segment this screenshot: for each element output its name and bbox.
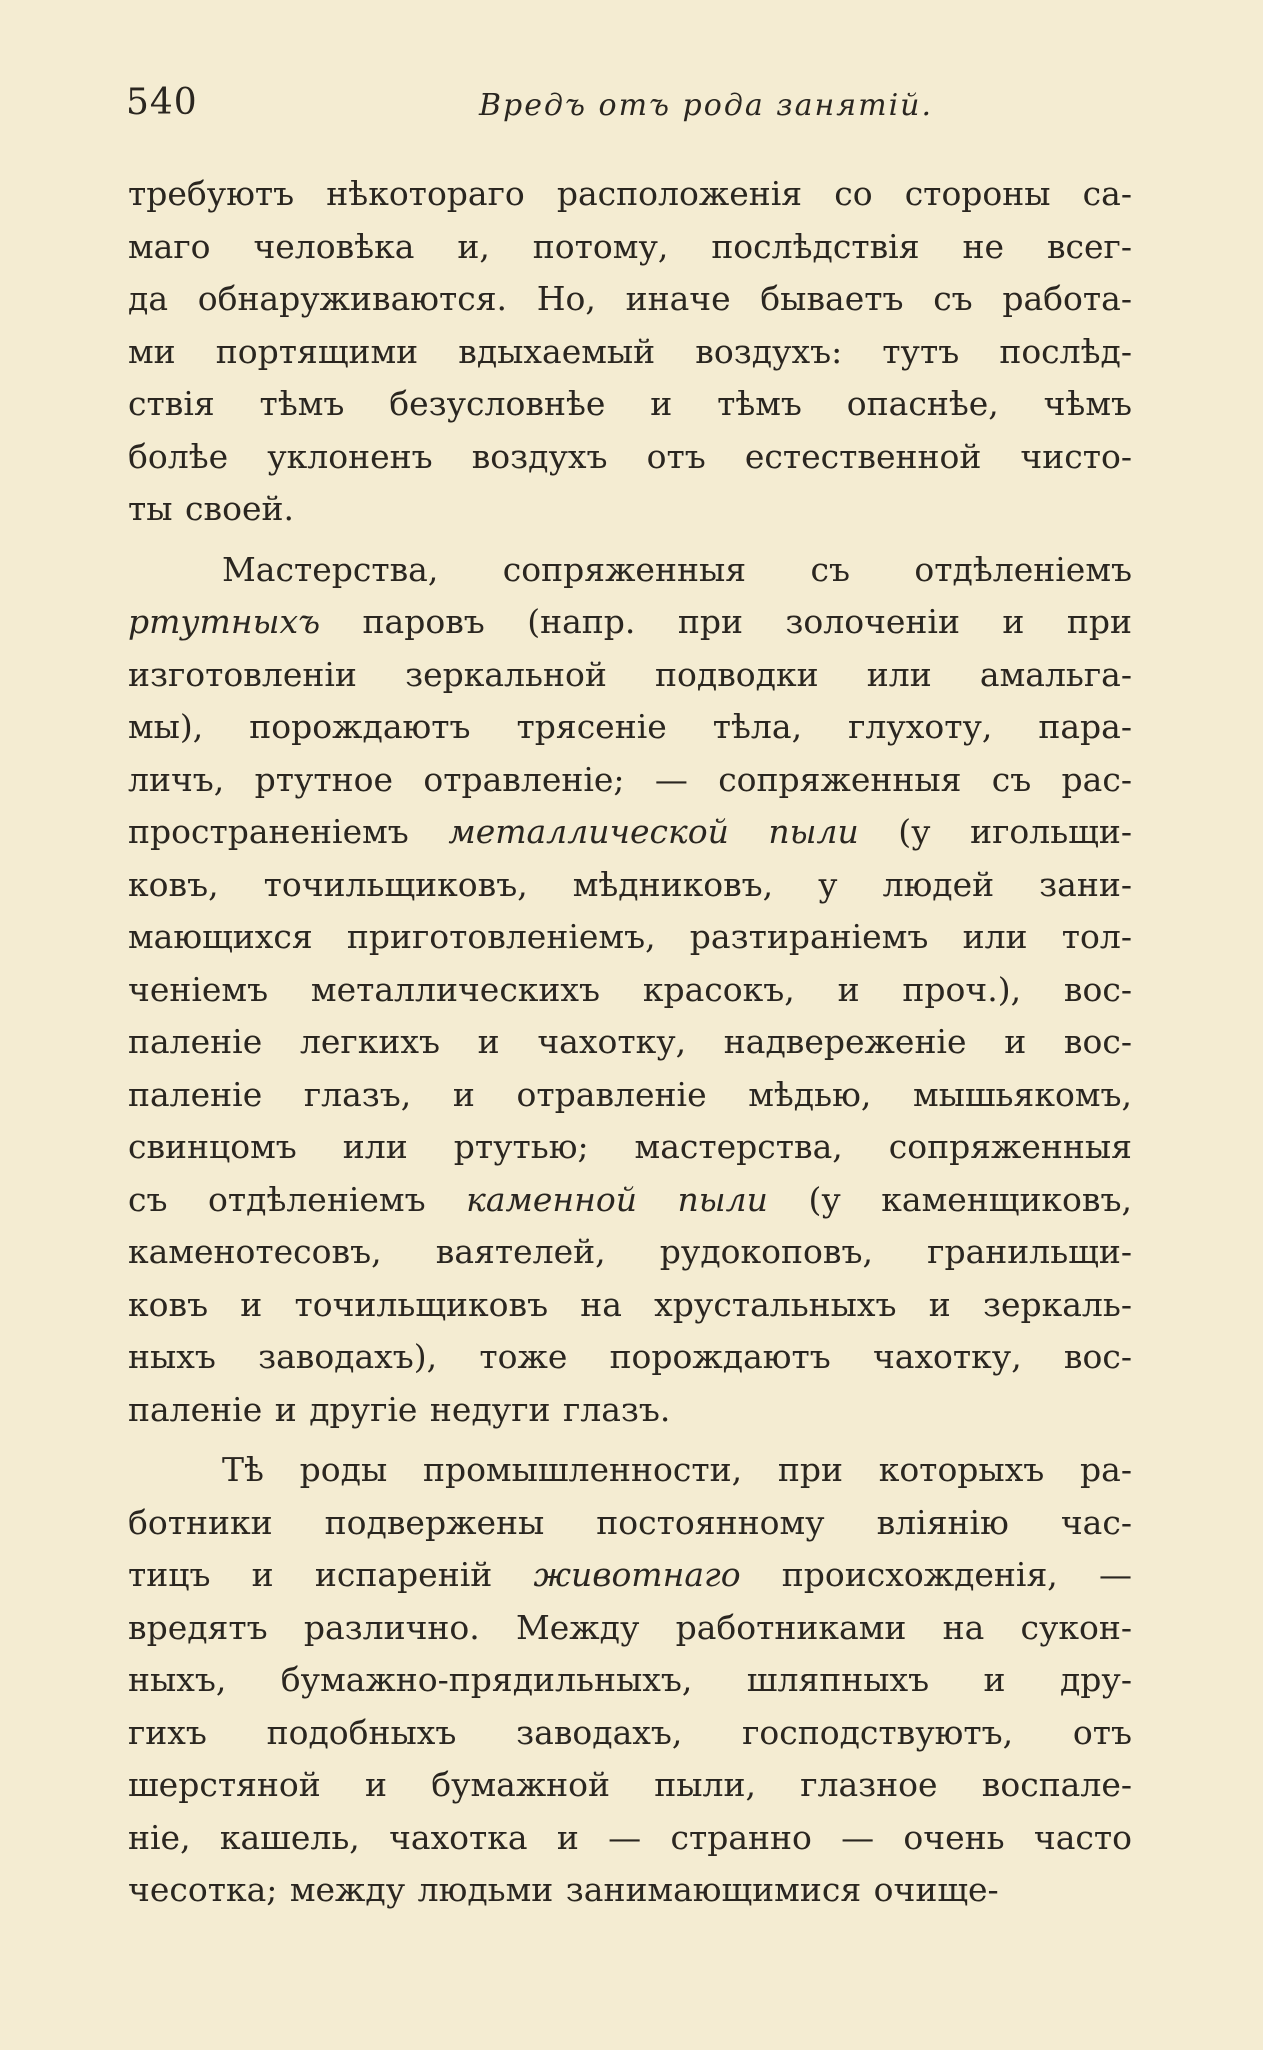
text-line xyxy=(128,326,1132,379)
text-line xyxy=(128,1279,1132,1332)
text-run: тицъ и испареній xyxy=(128,1555,534,1594)
text-run: изготовленіи зеркальной подводки или амальга- xyxy=(128,654,1132,694)
text-line xyxy=(128,483,1132,536)
text-line xyxy=(128,754,1132,807)
text-run: шерстяной и бумажной пыли, глазное воспале- xyxy=(128,1765,1132,1804)
text-line xyxy=(128,806,1132,859)
text-line xyxy=(128,1226,1132,1279)
text-line xyxy=(128,431,1132,484)
text-line xyxy=(128,1331,1132,1384)
text-line xyxy=(128,1069,1132,1122)
text-line xyxy=(128,273,1132,326)
page-number: 540 xyxy=(126,82,198,123)
text-run: да обнаруживаются. Но, иначе бываетъ съ работа- xyxy=(128,279,1132,318)
text-run: (у игольщи- xyxy=(858,812,1132,851)
text-run: паленіе и другіе недуги глазъ. xyxy=(128,1389,671,1429)
text-run: пространеніемъ xyxy=(128,812,449,851)
text-run: Тѣ роды промышленности, при которыхъ ра- xyxy=(222,1450,1132,1489)
text-run: мы), порождаютъ трясеніе тѣла, глухоту, пара- xyxy=(128,707,1132,746)
text-run: каменотесовъ, ваятелей, рудокоповъ, гранильщи- xyxy=(128,1232,1132,1271)
text-run: ми портящими вдыхаемый воздухъ: тутъ послѣд- xyxy=(128,331,1132,371)
text-run: ныхъ заводахъ), тоже порождаютъ чахотку, вос- xyxy=(128,1337,1132,1376)
text-run: требуютъ нѣкотораго расположенія со стороны са- xyxy=(128,174,1132,213)
text-run: вредятъ различно. Между работниками на сукон- xyxy=(128,1607,1132,1647)
paragraph xyxy=(128,544,1132,1437)
text-line xyxy=(128,859,1132,912)
text-line xyxy=(128,1549,1132,1602)
text-line xyxy=(128,1016,1132,1069)
text-run: ныхъ, бумажно-прядильныхъ, шляпныхъ и дру- xyxy=(128,1660,1132,1699)
text-line xyxy=(128,596,1132,649)
text-run: съ отдѣленіемъ xyxy=(128,1179,467,1219)
text-line xyxy=(128,1444,1132,1497)
italic-phrase: каменной пыли xyxy=(466,1179,768,1219)
text-run: гихъ подобныхъ заводахъ, господствуютъ, отъ xyxy=(128,1712,1132,1752)
text-run: свинцомъ или ртутью; мастерства, сопряженныя xyxy=(128,1127,1132,1166)
text-run: личъ, ртутное отравленіе; — сопряженныя съ рас- xyxy=(128,759,1132,799)
text-run: маго человѣка и, потому, послѣдствія не всег- xyxy=(128,226,1132,266)
text-run: ствія тѣмъ безусловнѣе и тѣмъ опаснѣе, чѣмъ xyxy=(128,384,1132,423)
text-run: ковъ, точильщиковъ, мѣдниковъ, у людей зани- xyxy=(128,864,1132,904)
text-run: ніе, кашель, чахотка и — странно — очень часто xyxy=(128,1817,1132,1857)
text-run: происхожденія, — xyxy=(740,1555,1133,1594)
text-run: ченіемъ металлическихъ красокъ, и проч.), вос- xyxy=(128,969,1132,1009)
paragraph xyxy=(128,168,1132,536)
text-line xyxy=(128,544,1132,597)
text-run: Мастерства, сопряженныя съ отдѣленіемъ xyxy=(222,549,1132,589)
text-run: паленіе легкихъ и чахотку, надвереженіе и вос- xyxy=(128,1022,1132,1061)
text-run: (у каменщиковъ, xyxy=(767,1179,1132,1219)
text-line xyxy=(128,1384,1132,1437)
text-line xyxy=(128,221,1132,274)
text-line xyxy=(128,911,1132,964)
text-run: чесотка; между людьми занимающимися очище- xyxy=(128,1870,999,1909)
italic-phrase: животнаго xyxy=(533,1555,741,1594)
text-run: ты своей. xyxy=(128,489,294,528)
text-line xyxy=(128,1174,1132,1227)
text-run: паленіе глазъ, и отравленіе мѣдью, мышьякомъ, xyxy=(128,1074,1132,1114)
body-text xyxy=(128,168,1132,1925)
running-title: Вредъ отъ рода занятій. xyxy=(478,88,934,123)
text-line xyxy=(128,1602,1132,1655)
text-line xyxy=(128,378,1132,431)
text-line xyxy=(128,649,1132,702)
text-line xyxy=(128,1497,1132,1550)
text-line xyxy=(128,1654,1132,1707)
page-header xyxy=(126,78,1136,134)
paragraph xyxy=(128,1444,1132,1917)
italic-phrase: металлической пыли xyxy=(448,812,859,851)
text-line xyxy=(128,1864,1132,1917)
text-line xyxy=(128,1707,1132,1760)
text-line xyxy=(128,701,1132,754)
text-line xyxy=(128,1759,1132,1812)
text-line xyxy=(128,168,1132,221)
text-line xyxy=(128,964,1132,1017)
text-run: болѣе уклоненъ воздухъ отъ естественной чисто- xyxy=(128,436,1132,476)
text-run: паровъ (напр. при золоченіи и при xyxy=(320,602,1132,641)
text-line xyxy=(128,1812,1132,1865)
italic-phrase: ртутныхъ xyxy=(128,602,321,641)
text-run: ботники подвержены постоянному вліянію час- xyxy=(128,1502,1132,1542)
text-run: мающихся приготовленіемъ, разтираніемъ или тол- xyxy=(128,917,1132,956)
text-run: ковъ и точильщиковъ на хрустальныхъ и зеркаль- xyxy=(128,1284,1132,1324)
text-line xyxy=(128,1121,1132,1174)
